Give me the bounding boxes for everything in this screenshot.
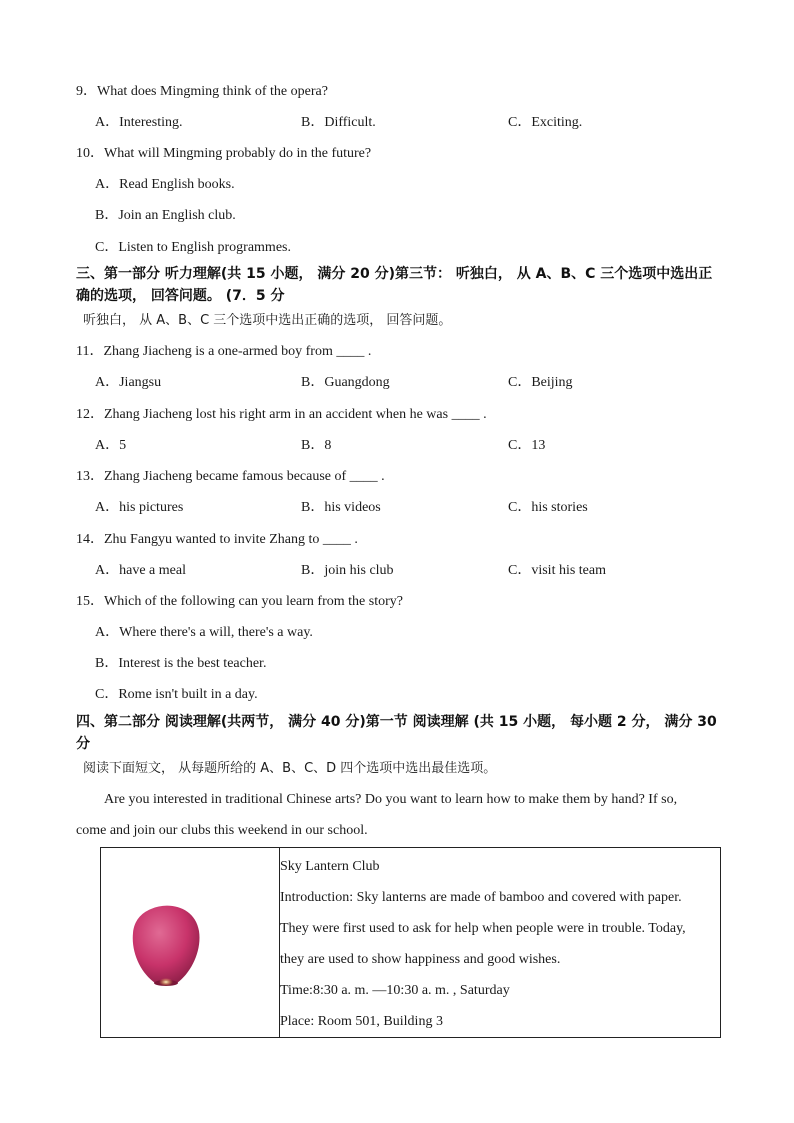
- q14-option-a: A．have a meal: [95, 563, 186, 578]
- q11-option-a: A．Jiangsu: [95, 375, 162, 390]
- q12-option-b: B．8: [301, 438, 332, 453]
- q9-option-c: C．Exciting.: [508, 115, 583, 130]
- question-13: 13．Zhang Jiacheng became famous because of ____ .: [76, 469, 385, 484]
- club-name: Sky Lantern Club: [280, 859, 380, 874]
- q11-option-b: B．Guangdong: [301, 375, 390, 390]
- club-time: Time:8:30 a. m. —10:30 a. m. , Saturday: [280, 983, 510, 998]
- q14-option-c: C．visit his team: [508, 563, 606, 578]
- passage-line-2: come and join our clubs this weekend in our school.: [76, 823, 368, 838]
- section-4-instruction: 阅读下面短文， 从每题所给的 A、B、C、D 四个选项中选出最佳选项。: [83, 761, 497, 776]
- table-row: [101, 848, 721, 1038]
- q15-option-b: B．Interest is the best teacher.: [95, 656, 267, 671]
- club-image-cell: [101, 848, 280, 1038]
- q9-option-a: A．Interesting.: [95, 115, 183, 130]
- section-3-instruction: 听独白， 从 A、B、C 三个选项中选出正确的选项， 回答问题。: [83, 313, 452, 328]
- question-12: 12．Zhang Jiacheng lost his right arm in an accident when he was ____ .: [76, 407, 487, 422]
- club-intro-line-2: They were first used to ask for help when people were in trouble. Today,: [280, 921, 686, 936]
- club-info-cell: [280, 848, 721, 1038]
- question-9: 9．What does Mingming think of the opera?: [76, 84, 328, 99]
- question-15: 15．Which of the following can you learn from the story?: [76, 594, 403, 609]
- q13-option-c: C．his stories: [508, 500, 588, 515]
- q15-option-a: A．Where there's a will, there's a way.: [95, 625, 313, 640]
- q9-option-b: B．Difficult.: [301, 115, 376, 130]
- club-table: [100, 847, 721, 1038]
- q11-option-c: C．Beijing: [508, 375, 573, 390]
- club-intro-line-1: Introduction: Sky lanterns are made of bamboo and covered with paper.: [280, 890, 682, 905]
- club-place: Place: Room 501, Building 3: [280, 1014, 443, 1029]
- club-intro-line-3: they are used to show happiness and good wishes.: [280, 952, 561, 967]
- q10-option-b: B．Join an English club.: [95, 208, 236, 223]
- section-4-heading: 四、第二部分 阅读理解(共两节， 满分 40 分)第一节 阅读理解 (共 15 小题， 每小题 2 分， 满分 30 分: [76, 714, 717, 752]
- q15-option-c: C．Rome isn't built in a day.: [95, 687, 258, 702]
- q12-option-c: C．13: [508, 438, 546, 453]
- q14-option-b: B．join his club: [301, 563, 394, 578]
- q13-option-b: B．his videos: [301, 500, 381, 515]
- question-14: 14．Zhu Fangyu wanted to invite Zhang to ____ .: [76, 532, 358, 547]
- q10-option-a: A．Read English books.: [95, 177, 235, 192]
- passage-line-1: Are you interested in traditional Chinese arts? Do you want to learn how to make them by hand? If so,: [104, 792, 678, 807]
- q10-option-c: C．Listen to English programmes.: [95, 240, 291, 255]
- q12-option-a: A．5: [95, 438, 127, 453]
- question-10: 10．What will Mingming probably do in the future?: [76, 146, 372, 161]
- question-11: 11．Zhang Jiacheng is a one-armed boy from ____ .: [76, 344, 372, 359]
- q13-option-a: A．his pictures: [95, 500, 184, 515]
- sky-lantern-icon: [129, 903, 203, 989]
- section-3-heading: 三、第一部分 听力理解(共 15 小题， 满分 20 分)第三节： 听独白， 从 A、B、C 三个选项中选出正确的选项， 回答问题。 (7．5 分: [76, 266, 713, 304]
